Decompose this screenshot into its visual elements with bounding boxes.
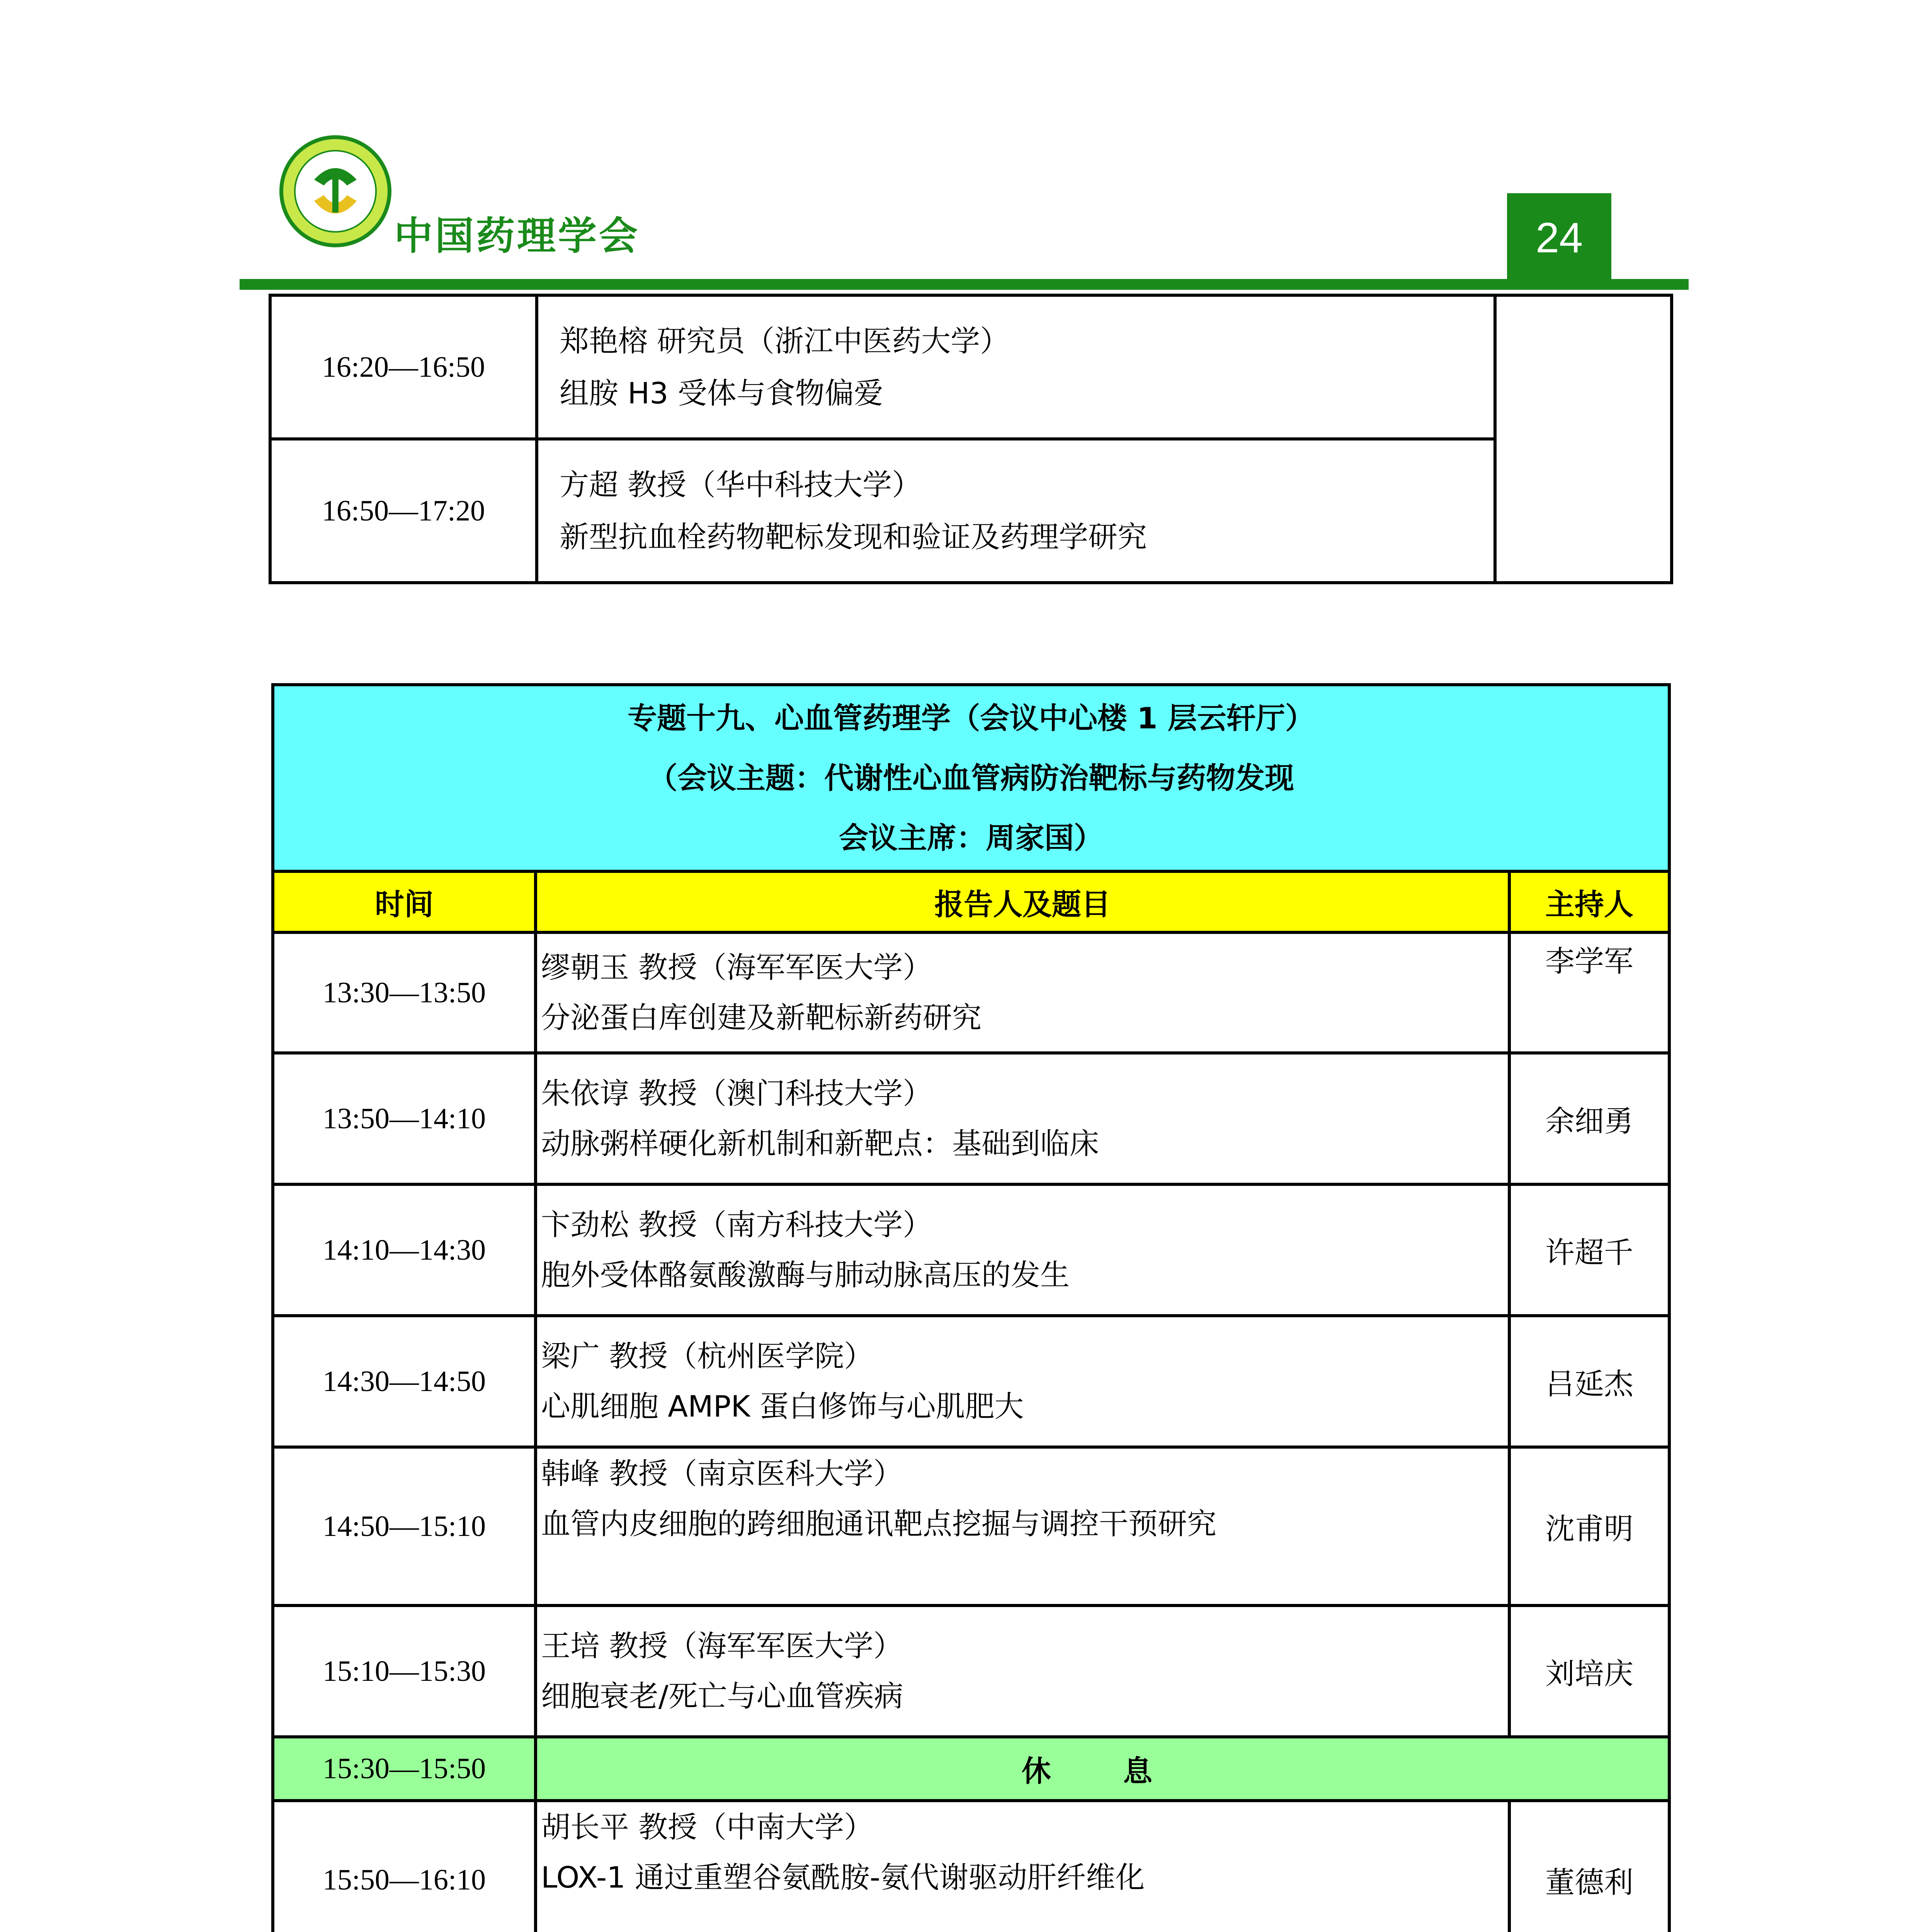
talk-title: LOX-1 通过重塑谷氨酰胺-氨代谢驱动肝纤维化 (541, 1860, 1145, 1895)
host-cell: 余细勇 (1509, 1053, 1669, 1184)
table-row (273, 1447, 1669, 1605)
table-row (270, 295, 1672, 439)
session-title: 专题十九、心血管药理学（会议中心楼 1 层云轩厅） (628, 701, 1315, 735)
talk-title: 分泌蛋白库创建及新靶标新药研究 (541, 1000, 981, 1035)
session-header-row (273, 685, 1669, 871)
time-cell: 16:20—16:50 (270, 295, 537, 439)
host-cell: 刘培庆 (1509, 1605, 1669, 1737)
time-cell: 14:10—14:30 (273, 1184, 536, 1316)
talk-cell (537, 295, 1495, 439)
table-row (273, 1184, 1669, 1316)
host-cell: 许超千 (1509, 1184, 1669, 1316)
host-cell (1495, 295, 1672, 583)
speaker: 梁广 教授（杭州医学院） (541, 1339, 874, 1373)
talk-cell (536, 1184, 1509, 1316)
host-cell: 吕延杰 (1509, 1316, 1669, 1447)
org-name: 中国药理学会 (394, 213, 640, 259)
col-head-time: 时间 (273, 871, 536, 932)
speaker: 胡长平 教授（中南大学） (541, 1810, 874, 1844)
speaker: 缪朝玉 教授（海军军医大学） (541, 950, 932, 985)
session-header (273, 685, 1669, 871)
talk-title: 胞外受体酪氨酸激酶与肺动脉高压的发生 (541, 1258, 1070, 1292)
time-cell: 16:50—17:20 (270, 439, 537, 583)
session-theme: （会议主题：代谢性心血管病防治靶标与药物发现 (648, 761, 1294, 795)
speaker: 王培 教授（海军军医大学） (541, 1629, 903, 1663)
talk-title: 血管内皮细胞的跨细胞通讯靶点挖掘与调控干预研究 (541, 1507, 1216, 1541)
talk-cell (536, 1801, 1509, 1932)
talk-cell (536, 1605, 1509, 1737)
break-row (273, 1737, 1669, 1801)
host-cell: 沈甫明 (1509, 1447, 1669, 1605)
table-row (273, 1605, 1669, 1737)
speaker: 韩峰 教授（南京医科大学） (541, 1456, 903, 1491)
column-header-row (273, 871, 1669, 932)
time-cell: 14:50—15:10 (273, 1447, 536, 1605)
break-label: 休 息 (536, 1737, 1669, 1801)
table-row (270, 439, 1672, 583)
table-row (273, 1801, 1669, 1932)
table-row (273, 1053, 1669, 1184)
table-row (273, 1316, 1669, 1447)
time-cell: 13:50—14:10 (273, 1053, 536, 1184)
session-schedule-table (271, 683, 1671, 1932)
talk-title: 细胞衰老/死亡与心血管疾病 (541, 1679, 903, 1713)
time-cell: 14:30—14:50 (273, 1316, 536, 1447)
col-head-talk: 报告人及题目 (536, 871, 1509, 932)
speaker: 朱依谆 教授（澳门科技大学） (541, 1076, 932, 1111)
talk-cell (537, 439, 1495, 583)
cnphars-logo-icon (277, 133, 393, 249)
page-number: 24 (1507, 193, 1611, 282)
talk-cell (536, 932, 1509, 1053)
speaker: 方超 教授（华中科技大学） (560, 468, 922, 502)
talk-title: 组胺 H3 受体与食物偏爱 (560, 376, 883, 410)
host-cell: 李学军 (1509, 932, 1669, 1053)
talk-cell (536, 1447, 1509, 1605)
time-cell: 15:50—16:10 (273, 1801, 536, 1932)
header-rule (240, 279, 1689, 290)
talk-cell (536, 1316, 1509, 1447)
time-cell: 15:10—15:30 (273, 1605, 536, 1737)
time-cell: 13:30—13:50 (273, 932, 536, 1053)
talk-title: 新型抗血栓药物靶标发现和验证及药理学研究 (560, 520, 1147, 554)
continued-schedule-table (269, 294, 1673, 584)
session-chair: 会议主席：周家国） (839, 821, 1103, 855)
talk-title: 动脉粥样硬化新机制和新靶点：基础到临床 (541, 1126, 1099, 1161)
speaker: 卞劲松 教授（南方科技大学） (541, 1208, 932, 1242)
break-time: 15:30—15:50 (273, 1737, 536, 1801)
host-cell: 董德利 (1509, 1801, 1669, 1932)
speaker: 郑艳榕 研究员（浙江中医药大学） (560, 324, 1010, 358)
talk-title: 心肌细胞 AMPK 蛋白修饰与心肌肥大 (541, 1389, 1024, 1423)
col-head-host: 主持人 (1509, 871, 1669, 932)
table-row (273, 932, 1669, 1053)
talk-cell (536, 1053, 1509, 1184)
